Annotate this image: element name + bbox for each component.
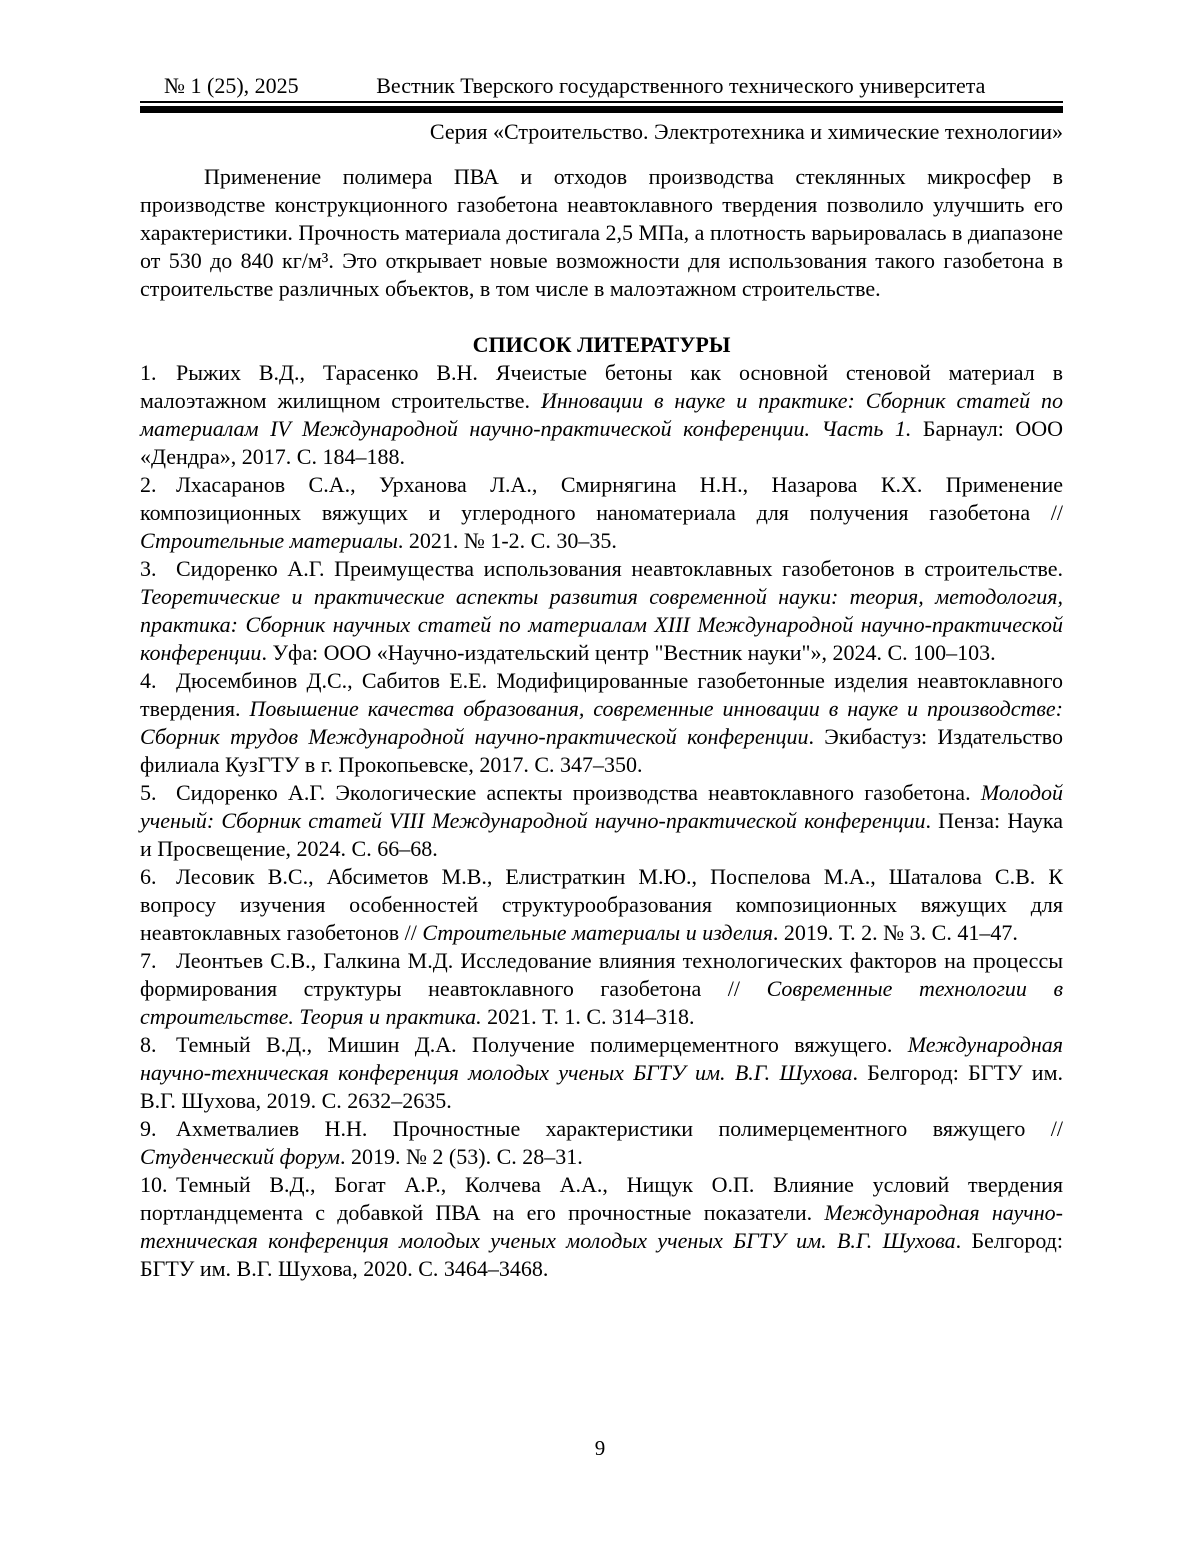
reference-text: . Белгород: БГТУ им. В.Г. Шухова, 2019. С. 2632–2635. [140, 1060, 1063, 1113]
reference-text: Барнаул: ООО «Дендра», 2017. С. 184–188. [140, 416, 1063, 469]
reference-source-title: Студенческий форум [140, 1144, 340, 1169]
reference-number: 10. [140, 1172, 168, 1197]
reference-number: 2. [140, 472, 157, 497]
reference-number: 4. [140, 668, 157, 693]
reference-item [140, 779, 1063, 863]
reference-text: Леонтьев С.В., Галкина М.Д. Исследование влияния технологических факторов на процессы формирования структуры неавтоклавного газобетона // [140, 948, 1063, 1001]
references-heading: СПИСОК ЛИТЕРАТУРЫ [472, 332, 731, 357]
reference-number: 7. [140, 948, 157, 973]
series-subtitle: Серия «Строительство. Электротехника и химические технологии» [429, 119, 1063, 144]
reference-number: 8. [140, 1032, 157, 1057]
reference-source-title: Международная научно-техническая конференция молодых ученых БГТУ им. В.Г. Шухова [140, 1032, 1063, 1085]
reference-text: . Пенза: Наука и Просвещение, 2024. С. 66–68. [140, 808, 1063, 861]
reference-source-title: Строительные материалы и изделия [422, 920, 773, 945]
reference-text: Лхасаранов С.А., Урханова Л.А., Смирнягина Н.Н., Назарова К.Х. Применение композиционных вяжущих и углеродного наноматериала для получения газобетона // [140, 472, 1063, 525]
reference-source-title: Повышение качества образования, современные инновации в науке и производстве: Сборник трудов Международной научно-практической конференции [140, 696, 1063, 749]
conclusion-paragraph: Применение полимера ПВА и отходов производства стеклянных микросфер в производстве конструкционного газобетона неавтоклавного твердения позволило улучшить его характеристики. Прочность материала достигала 2,5 МПа, а плотность варьировалась в диапазоне от 530 до 840 кг/м³. Это открывает новые возможности для использования такого газобетона в строительстве различных объектов, в том числе в малоэтажном строительстве. [140, 164, 1063, 301]
reference-number: 9. [140, 1116, 157, 1141]
reference-text: . Экибастуз: Издательство филиала КузГТУ в г. Прокопьевске, 2017. С. 347–350. [140, 724, 1063, 777]
reference-item [140, 1115, 1063, 1171]
reference-text: . 2019. № 2 (53). С. 28–31. [339, 1144, 583, 1169]
reference-text: 2021. Т. 1. С. 314–318. [481, 1004, 695, 1029]
reference-number: 3. [140, 556, 157, 581]
reference-item [140, 359, 1063, 471]
reference-source-title: Теоретические и практические аспекты развития современной науки: теория, методология, практика: Сборник научных статей по материалам XIII Международной научно-практической конференции [140, 584, 1063, 665]
reference-item [140, 1171, 1063, 1283]
reference-item [140, 667, 1063, 779]
reference-item [140, 947, 1063, 1031]
reference-text: Лесовик В.С., Абсиметов М.В., Елистраткин М.Ю., Поспелова М.А., Шаталова С.В. К вопросу изучения особенностей структурообразования композиционных вяжущих для неавтоклавных газобетонов // [140, 864, 1063, 945]
reference-text: Ахметвалиев Н.Н. Прочностные характеристики полимерцементного вяжущего // [176, 1116, 1063, 1141]
page-number: 9 [594, 1436, 606, 1460]
reference-item [140, 555, 1063, 667]
journal-title: Вестник Тверского государственного технического университета [376, 73, 986, 98]
reference-text: . Белгород: БГТУ им. В.Г. Шухова, 2020. С. 3464–3468. [140, 1228, 1063, 1281]
reference-source-title: Инновации в науке и практике: Сборник статей по материалам IV Международной научно-практической конференции. Часть 1. [140, 388, 1063, 441]
reference-number: 5. [140, 780, 157, 805]
reference-list [140, 359, 1063, 1283]
reference-item [140, 1031, 1063, 1115]
reference-source-title: Молодой ученый: Сборник статей VIII Международной научно-практической конференции [140, 780, 1063, 833]
reference-text: . 2021. № 1-2. С. 30–35. [397, 528, 617, 553]
reference-item [140, 863, 1063, 947]
reference-text: Темный В.Д., Мишин Д.А. Получение полимерцементного вяжущего. [176, 1032, 908, 1057]
reference-number: 1. [140, 360, 157, 385]
reference-source-title: Современные технологии в строительстве. Теория и практика. [140, 976, 1063, 1029]
reference-source-title: Строительные материалы [140, 528, 398, 553]
reference-source-title: Международная научно-техническая конференция молодых ученых молодых ученых БГТУ им. В.Г. Шухова [140, 1200, 1063, 1253]
reference-text: Дюсембинов Д.С., Сабитов Е.Е. Модифицированные газобетонные изделия неавтоклавного твердения. [140, 668, 1063, 721]
reference-text: Рыжих В.Д., Тарасенко В.Н. Ячеистые бетоны как основной стеновой материал в малоэтажном жилищном строительстве. [140, 360, 1063, 413]
reference-text: Сидоренко А.Г. Экологические аспекты производства неавтоклавного газобетона. [176, 780, 981, 805]
reference-number: 6. [140, 864, 157, 889]
reference-text: Темный В.Д., Богат А.Р., Колчева А.А., Нищук О.П. Влияние условий твердения портландцемента с добавкой ПВА на его прочностные показатели. [140, 1172, 1063, 1225]
reference-text: Сидоренко А.Г. Преимущества использования неавтоклавных газобетонов в строительстве. [176, 556, 1063, 581]
reference-text: . Уфа: ООО «Научно-издательский центр "Вестник науки"», 2024. С. 100–103. [261, 640, 996, 665]
issue-label: № 1 (25), 2025 [164, 73, 299, 98]
reference-text: . 2019. Т. 2. № 3. С. 41–47. [772, 920, 1018, 945]
header-rule [140, 101, 1063, 113]
page-header [140, 74, 1063, 98]
reference-item [140, 471, 1063, 555]
